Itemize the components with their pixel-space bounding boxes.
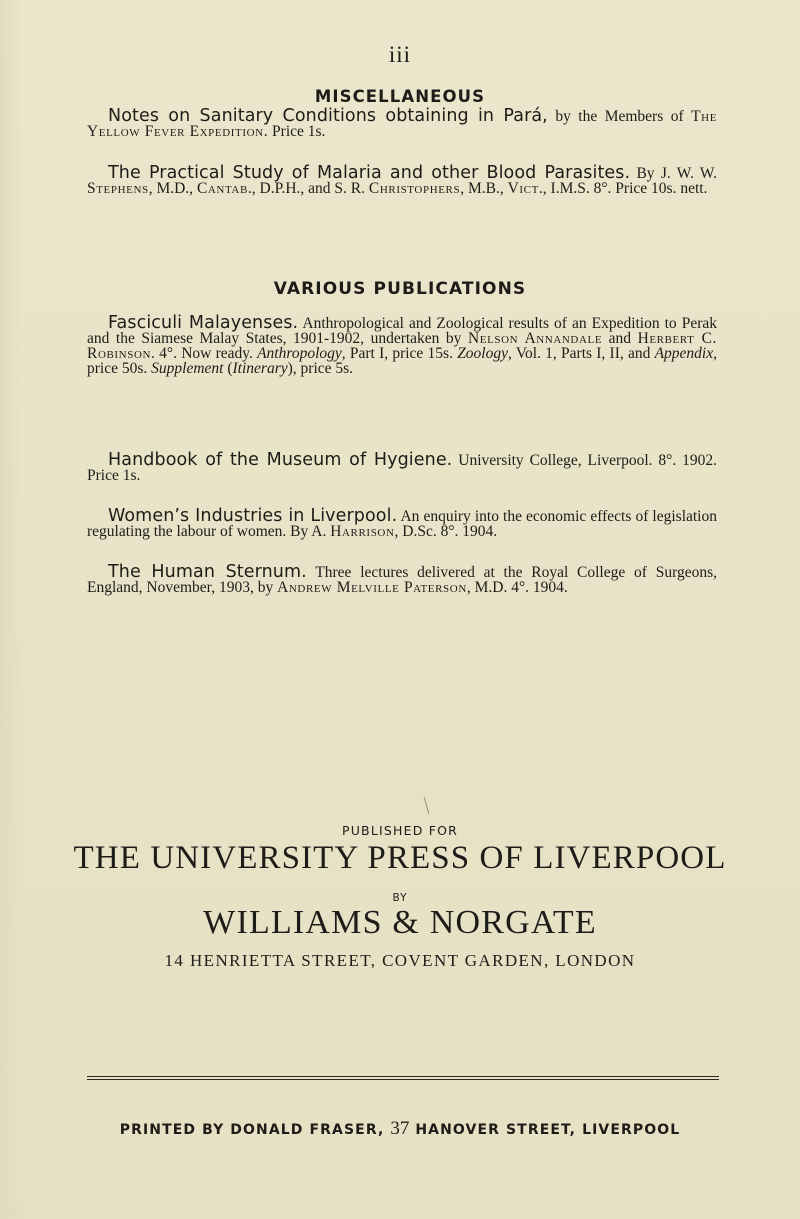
- entry-text: Three lectures delivered at the Royal College of Surgeons, England, November, 1903, by: [87, 564, 717, 596]
- entry-title: Handbook of the Museum of Hygiene.: [108, 450, 453, 470]
- entry-small-caps: Christophers: [368, 180, 461, 197]
- double-rule-divider: [87, 1076, 719, 1080]
- entry-title: Women’s Industries in Liverpool.: [108, 506, 398, 526]
- entry-small-caps: Vict: [507, 180, 539, 197]
- entry-text: by the Members of: [547, 108, 692, 125]
- entry-italic: Zoology: [457, 345, 508, 362]
- entry-text: By J. W. W.: [630, 165, 717, 182]
- entry-title: The Practical Study of Malaria and other Blood Parasites.: [108, 163, 631, 183]
- stray-pencil-mark: [424, 797, 429, 814]
- publisher-address: 14 HENRIETTA STREET, COVENT GARDEN, LONDON: [164, 951, 636, 970]
- entry-text: Anthropological and Zoological results of an Expedition to Perak and the Siamese Malay States, 1901-1902, undertaken by: [87, 315, 717, 347]
- entry-practical-study-malaria: [87, 163, 717, 197]
- entry-text: ), price 5s.: [287, 360, 354, 377]
- published-for-label: PUBLISHED FOR: [341, 823, 459, 838]
- entry-italic: Itinerary: [232, 360, 288, 377]
- entry-text: , M.D.,: [148, 180, 197, 197]
- entry-handbook-museum-hygiene: [87, 450, 718, 484]
- page-number: iii: [388, 42, 412, 67]
- entry-small-caps: Nelson Annandale: [467, 330, 603, 347]
- entry-text: ., I.M.S. 8°. Price 10s. nett.: [538, 180, 708, 197]
- entry-small-caps: Herbert C. Robinson: [87, 330, 717, 362]
- entry-title: The Human Sternum.: [108, 562, 307, 582]
- entry-womens-industries: [87, 506, 717, 540]
- entry-text: , Vol. 1, Parts I, II, and: [508, 345, 655, 362]
- printer-text: PRINTED BY DONALD FRASER,: [119, 1122, 391, 1138]
- by-label: BY: [392, 892, 408, 904]
- entry-text: Price 1s.: [268, 123, 326, 140]
- entry-fasciculi-malayenses: [87, 313, 717, 377]
- publisher-name: WILLIAMS & NORGATE: [203, 904, 597, 941]
- miscellaneous-heading: MISCELLANEOUS: [314, 87, 486, 106]
- printer-imprint: [0, 1118, 800, 1140]
- entry-text: , D.Sc. 8°. 1904.: [394, 523, 498, 540]
- entry-text: and: [602, 330, 638, 347]
- various-publications-heading: VARIOUS PUBLICATIONS: [273, 279, 527, 299]
- entry-text: An enquiry into the economic effects of legislation regulating the labour of women. By A.: [87, 508, 717, 540]
- entry-small-caps: The Yellow Fever Expedition.: [87, 108, 718, 140]
- entry-notes-sanitary-conditions: [87, 106, 718, 140]
- entry-text: , M.B.,: [460, 180, 508, 197]
- entry-text: , Part I, price 15s.: [341, 345, 458, 362]
- entry-italic: Anthropology: [257, 345, 342, 362]
- entry-text: University College, Liverpool. 8°. 1902. Price 1s.: [87, 452, 718, 484]
- entry-text: , price 50s.: [87, 345, 717, 377]
- printer-text: HANOVER STREET, LIVERPOOL: [409, 1122, 681, 1138]
- entry-italic: Supplement: [151, 360, 224, 377]
- entry-small-caps: Stephens: [87, 180, 149, 197]
- entry-small-caps: Andrew Melville Paterson: [277, 579, 467, 596]
- entry-human-sternum: [87, 562, 717, 596]
- entry-italic: Appendix: [654, 345, 714, 362]
- printer-street-number: 37: [390, 1118, 410, 1139]
- entry-text: . 4°. Now ready.: [151, 345, 258, 362]
- university-press-name: THE UNIVERSITY PRESS OF LIVERPOOL: [73, 840, 727, 876]
- entry-text: (: [223, 360, 233, 377]
- entry-text: , M.D. 4°. 1904.: [466, 579, 568, 596]
- entry-small-caps: Harrison: [330, 523, 395, 540]
- entry-title: Fasciculi Malayenses.: [108, 313, 299, 333]
- entry-text: ., D.P.H., and S. R.: [247, 180, 369, 197]
- entry-small-caps: Cantab: [196, 180, 248, 197]
- entry-title: Notes on Sanitary Conditions obtaining in Pará,: [108, 106, 548, 126]
